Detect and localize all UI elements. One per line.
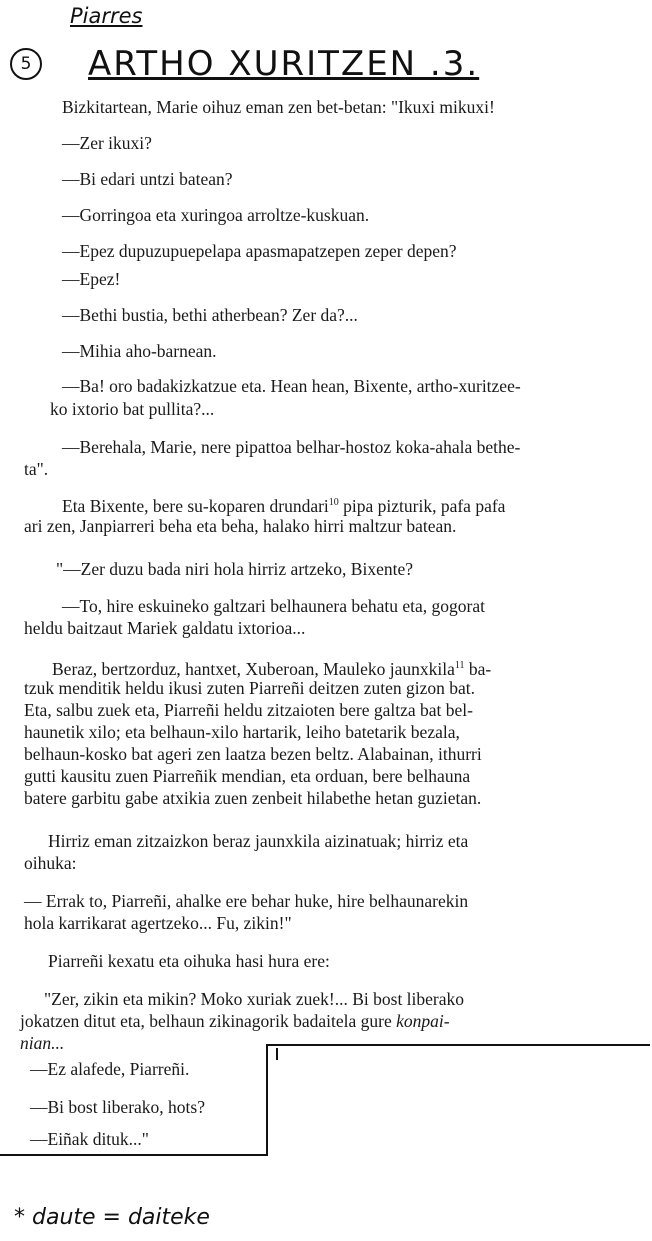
- text-line: —Bethi bustia, bethi atherbean? Zer da?...: [62, 305, 358, 325]
- box-tick: [276, 1048, 278, 1060]
- text-line: batere garbitu gabe atxikia zuen zenbeit hilabethe hetan guzietan.: [24, 788, 482, 808]
- italic-word: konpai-: [396, 1011, 450, 1031]
- page-title: ARTHO XURITZEN .3.: [88, 44, 480, 84]
- text-line: —Epez!: [62, 269, 121, 289]
- box-line-bottom: [0, 1154, 268, 1156]
- text-line: —Bi bost liberako, hots?: [30, 1097, 205, 1117]
- page-number-circle: 5: [10, 48, 42, 80]
- text-line: "Zer, zikin eta mikin? Moko xuriak zuek!... Bi bost liberako: [44, 989, 465, 1009]
- text-line: —To, hire eskuineko galtzari belhaunera behatu eta, gogorat: [62, 596, 485, 616]
- handwritten-footnote: * daute = daiteke: [14, 1205, 210, 1230]
- text-line: Hirriz eman zitzaizkon beraz jaunxkila aizinatuak; hirriz eta: [48, 831, 469, 851]
- text-line: ari zen, Janpiarreri beha eta beha, halako hirri maltzur batean.: [24, 516, 457, 536]
- text-line: —Ez alafede, Piarreñi.: [30, 1059, 190, 1079]
- footnote-ref: 10: [328, 497, 339, 508]
- text-line: —Eiñak dituk...": [30, 1129, 149, 1149]
- text-line: ta".: [24, 459, 49, 479]
- footnote-ref: 11: [454, 660, 465, 671]
- text-line: ko ixtorio bat pullita?...: [50, 399, 215, 419]
- text-line: —Berehala, Marie, nere pipattoa belhar-hostoz koka-ahala bethe-: [62, 437, 521, 457]
- text-line: belhaun-kosko bat ageri zen laatza bezen beltz. Alabainan, ithurri: [24, 744, 482, 764]
- text-line: Beraz, bertzorduz, hantxet, Xuberoan, Mauleko jaunxkila$^{11}$ ba-: [52, 658, 492, 679]
- box-line-top: [266, 1044, 650, 1046]
- text-line: jokatzen ditut eta, belhaun zikinagorik badaitela gure konpai-: [20, 1011, 450, 1031]
- text-line: — Errak to, Piarreñi, ahalke ere behar huke, hire belhaunarekin: [24, 891, 469, 911]
- text-line: Eta Bixente, bere su-koparen drundari$^{10}$ pipa pizturik, pafa pafa: [62, 495, 506, 516]
- box-line-vertical: [266, 1044, 268, 1154]
- text-line: —Epez dupuzupuepelapa apasmapatzepen zeper depen?: [62, 241, 457, 261]
- text-line: —Mihia aho-barnean.: [62, 341, 217, 361]
- text-line: Bizkitartean, Marie oihuz eman zen bet-betan: "Ikuxi mikuxi!: [62, 97, 495, 117]
- text-line: haunetik xilo; eta belhaun-xilo hartarik, leiho batetarik bezala,: [24, 722, 460, 742]
- text-line: oihuka:: [24, 853, 77, 873]
- text-line: —Bi edari untzi batean?: [62, 169, 233, 189]
- text-line: —Ba! oro badakizkatzue eta. Hean hean, Bixente, artho-xuritzee-: [62, 376, 521, 396]
- text-line: Eta, salbu zuek eta, Piarreñi heldu zitzaioten bere galtza bat bel-: [24, 700, 473, 720]
- author-name: Piarres: [70, 4, 143, 28]
- text-line: nian...: [20, 1033, 65, 1053]
- text-line: gutti kausitu zuen Piarreñik mendian, eta orduan, bere belhauna: [24, 766, 471, 786]
- text-line: Piarreñi kexatu eta oihuka hasi hura ere:: [48, 951, 330, 971]
- text-line: —Zer ikuxi?: [62, 133, 152, 153]
- text-line: tzuk menditik heldu ikusi zuten Piarreñi deitzen zuten gizon bat.: [24, 678, 475, 698]
- text-line: heldu baitzaut Mariek galdatu ixtorioa...: [24, 618, 306, 638]
- text-line: hola karrikarat agertzeko... Fu, zikin!": [24, 913, 292, 933]
- text-line: "—Zer duzu bada niri hola hirriz artzeko, Bixente?: [56, 559, 413, 579]
- text-line: —Gorringoa eta xuringoa arroltze-kuskuan.: [62, 205, 370, 225]
